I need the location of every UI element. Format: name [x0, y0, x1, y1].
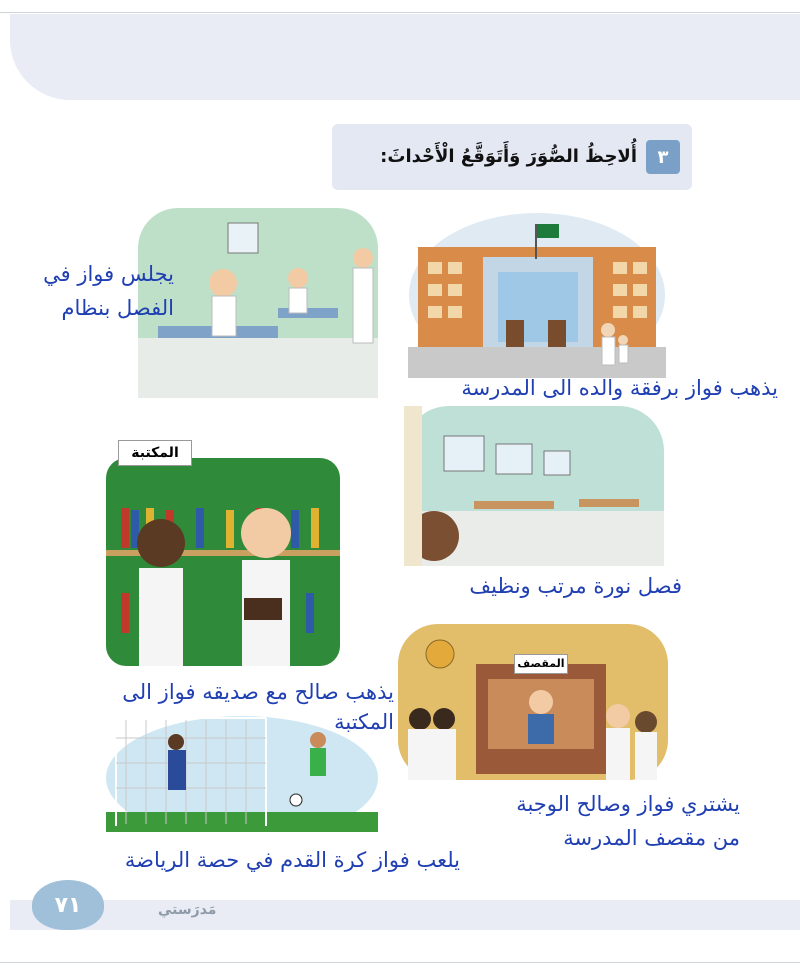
caption-nora-class: فصل نورة مرتب ونظيف: [469, 574, 682, 598]
cafeteria-illustration: [398, 624, 668, 780]
caption-cafeteria-2: من مقصف المدرسة: [563, 826, 740, 850]
nora-classroom-image: [404, 406, 664, 566]
nora-classroom-illustration: [404, 406, 664, 566]
page-number: ٧١: [32, 880, 104, 930]
caption-school-arrival: يذهب فواز برفقة والده الى المدرسة: [461, 376, 778, 400]
library-illustration: [106, 428, 340, 666]
bottom-banner: [10, 900, 800, 930]
caption-football: يلعب فواز كرة القدم في حصة الرياضة: [124, 848, 460, 872]
cafeteria-image: [398, 624, 668, 780]
top-rule: [0, 12, 800, 13]
bottom-rule: [0, 962, 800, 963]
library-sign: المكتبة: [118, 440, 192, 466]
top-banner: [10, 14, 800, 100]
caption-class-sitting-1: يجلس فواز في: [43, 262, 174, 286]
caption-class-sitting-2: الفصل بنظام: [61, 296, 174, 320]
football-illustration: [106, 708, 378, 832]
classroom-sitting-illustration: [138, 208, 378, 398]
classroom-image: [138, 208, 378, 398]
cafeteria-sign: المقصف: [514, 654, 568, 674]
caption-library-2: المكتبة: [334, 710, 394, 734]
football-image: [106, 708, 378, 832]
footer-logo: مَدرَستي: [158, 902, 217, 918]
school-building-image: [408, 212, 666, 378]
school-building-illustration: [408, 212, 666, 378]
instruction-number: ٣: [646, 140, 680, 174]
instruction-text: أُلاحِظُ الصُّوَرَ وَأَتَوَقَّعُ الْأَحْداثَ:: [380, 146, 637, 167]
caption-cafeteria-1: يشتري فواز وصالح الوجبة: [516, 792, 740, 816]
caption-library-1: يذهب صالح مع صديقه فواز الى: [122, 680, 394, 704]
